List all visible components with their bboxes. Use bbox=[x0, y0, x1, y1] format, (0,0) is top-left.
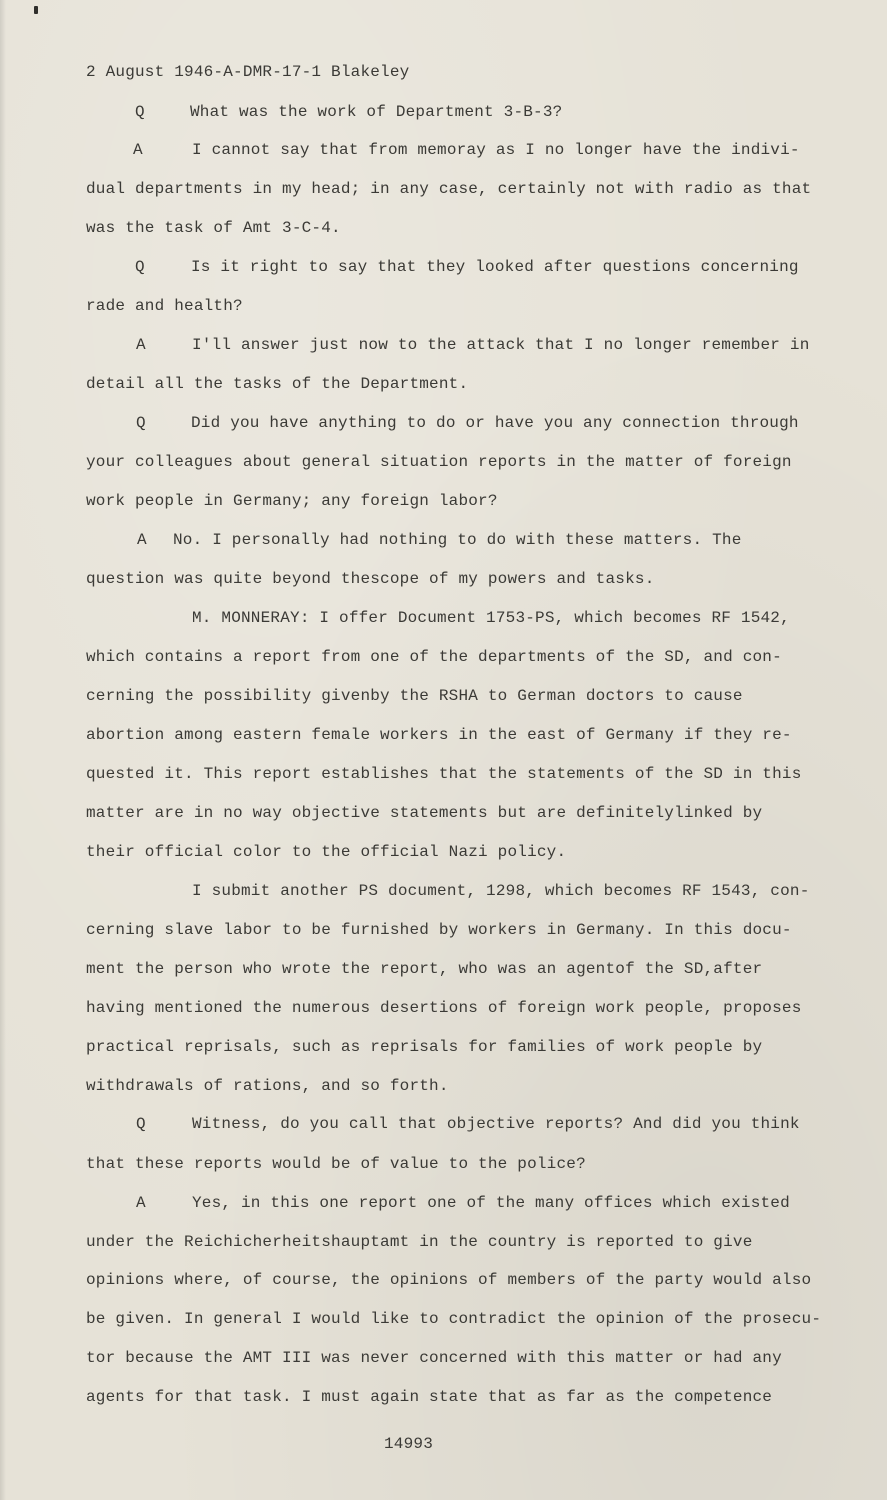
text-line: ment the person who wrote the report, who was an agentof the SD,after bbox=[86, 960, 763, 978]
text-line: matter are in no way objective statements but are definitelylinked by bbox=[86, 804, 763, 822]
answer-label: A bbox=[136, 1194, 146, 1212]
text-line: be given. In general I would like to contradict the opinion of the prosecu- bbox=[86, 1310, 822, 1328]
text-line: under the Reichicherheitshauptamt in the country is reported to give bbox=[86, 1233, 753, 1251]
text-line: abortion among eastern female workers in the east of Germany if they re- bbox=[86, 726, 792, 744]
corner-mark bbox=[34, 6, 38, 14]
text-line: detail all the tasks of the Department. bbox=[86, 375, 469, 393]
question-label: Q bbox=[135, 103, 145, 121]
text-line: quested it. This report establishes that the statements of the SD in this bbox=[86, 765, 802, 783]
text-line: M. MONNERAY: I offer Document 1753-PS, which becomes RF 1542, bbox=[192, 609, 790, 627]
question-label: Q bbox=[136, 414, 146, 432]
text-line: was the task of Amt 3-C-4. bbox=[86, 219, 341, 237]
text-line: question was quite beyond thescope of my powers and tasks. bbox=[86, 570, 655, 588]
text-line: Yes, in this one report one of the many offices which existed bbox=[192, 1194, 790, 1212]
text-line: Witness, do you call that objective reports? And did you think bbox=[192, 1115, 800, 1133]
text-line: withdrawals of rations, and so forth. bbox=[86, 1077, 449, 1095]
text-line: I cannot say that from memoray as I no longer have the indivi- bbox=[192, 141, 800, 159]
text-line: rade and health? bbox=[86, 297, 243, 315]
answer-label: A bbox=[136, 336, 146, 354]
question-label: Q bbox=[136, 1115, 146, 1133]
text-line: What was the work of Department 3-B-3? bbox=[190, 103, 563, 121]
text-line: their official color to the official Nazi policy. bbox=[86, 843, 567, 861]
text-line: that these reports would be of value to the police? bbox=[86, 1155, 586, 1173]
text-line: I'll answer just now to the attack that I no longer remember in bbox=[192, 336, 810, 354]
text-line: your colleagues about general situation reports in the matter of foreign bbox=[86, 453, 792, 471]
text-line: tor because the AMT III was never concerned with this matter or had any bbox=[86, 1349, 782, 1367]
text-line: which contains a report from one of the departments of the SD, and con- bbox=[86, 648, 782, 666]
text-line: No. I personally had nothing to do with these matters. The bbox=[173, 531, 742, 549]
page-number: 14993 bbox=[384, 1435, 434, 1453]
document-header: 2 August 1946-A-DMR-17-1 Blakeley bbox=[86, 63, 410, 81]
text-line: opinions where, of course, the opinions of members of the party would also bbox=[86, 1271, 812, 1289]
text-line: Is it right to say that they looked after questions concerning bbox=[191, 258, 799, 276]
question-label: Q bbox=[135, 258, 145, 276]
text-line: cerning slave labor to be furnished by workers in Germany. In this docu- bbox=[86, 921, 792, 939]
text-line: cerning the possibility givenby the RSHA to German doctors to cause bbox=[86, 687, 743, 705]
text-line: practical reprisals, such as reprisals for families of work people by bbox=[86, 1038, 763, 1056]
answer-label: A bbox=[133, 141, 143, 159]
text-line: having mentioned the numerous desertions of foreign work people, proposes bbox=[86, 999, 802, 1017]
text-line: agents for that task. I must again state that as far as the competence bbox=[86, 1388, 773, 1406]
text-line: Did you have anything to do or have you any connection through bbox=[191, 414, 799, 432]
text-line: I submit another PS document, 1298, which becomes RF 1543, con- bbox=[192, 882, 810, 900]
answer-label: A bbox=[137, 531, 147, 549]
text-line: work people in Germany; any foreign labor? bbox=[86, 492, 498, 510]
text-line: dual departments in my head; in any case, certainly not with radio as that bbox=[86, 180, 812, 198]
